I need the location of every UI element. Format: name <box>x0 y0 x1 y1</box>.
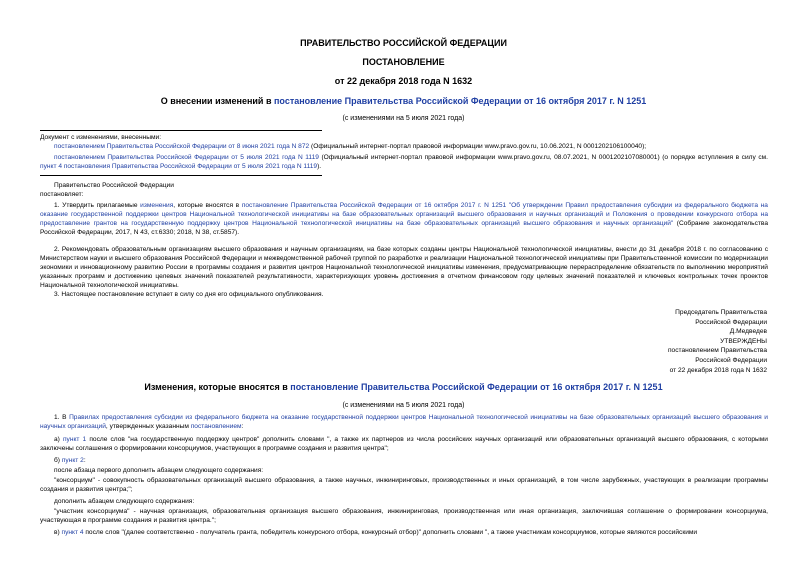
p1-text-c: (Собрание законодательства Российской Федерации, 2017, N 43, ст.6330; 2018, N 38, ст.5857). <box>40 220 768 236</box>
annex-title-prefix: Изменения, которые вносятся в <box>144 382 291 392</box>
annex-item-1-link[interactable]: Правилах предоставления субсидии из федерального бюджета на оказание государственной поддержки центров Национальной технологической инициативы на базе образовательных организаций высшего образования и научных организаций <box>40 414 768 430</box>
changes-item-2-end: ). <box>317 163 322 170</box>
paragraph-3: 3. Настоящее постановление вступает в силу со дня его официального опубликования. <box>54 291 324 298</box>
divider-top <box>40 130 322 131</box>
annex-item-b-4: "участник консорциума" - научная организация, образовательная организация высшего образования, инжиниринговая, производственная или иная организация, заключившая соглашение о формировании консорциума, участвующая в программе создания и развития центра."; <box>40 508 768 524</box>
title-link[interactable]: постановление Правительства Российской Федерации от 16 октября 2017 г. N 1251 <box>274 96 647 106</box>
p1-link-changes[interactable]: изменения <box>140 202 174 209</box>
document-type: ПОСТАНОВЛЕНИЕ <box>362 57 445 67</box>
annex-item-c-text: после слов "(далее соответственно - получатель гранта, победитель конкурсного отбора, конкурсный отбор)" дополнить словами ", а также участникам консорциумов, которые являются российскими <box>83 529 698 536</box>
sig-line-6: Российской Федерации <box>695 356 767 364</box>
gov-line: Правительство Российской Федерации <box>54 182 174 189</box>
document-title <box>0 96 807 106</box>
changes-item-1 <box>40 142 768 151</box>
p1-text-b: , которые вносятся в <box>173 202 242 209</box>
annex-item-c-link[interactable]: пункт 4 <box>61 529 84 536</box>
revision-note: (с изменениями на 5 июля 2021 года) <box>342 115 465 122</box>
sig-line-5: постановлением Правительства <box>667 347 767 355</box>
sig-line-3: Д.Медведев <box>729 328 767 336</box>
changes-item-2-link2[interactable]: пункт 4 постановления Правительства Российской Федерации от 5 июля 2021 года N 1119 <box>40 163 318 170</box>
changes-item-1-text: (Официальный интернет-портал правовой информации www.pravo.gov.ru, 10.06.2021, N 0001202106100040); <box>309 143 647 150</box>
annex-item-a-link[interactable]: пункт 1 <box>62 436 87 443</box>
annex-item-1-end: : <box>241 423 244 430</box>
p1-link-decree[interactable]: постановление Правительства Российской Федерации от 16 октября 2017 г. N 1251 "Об утверждении Правил предоставления субсидии из федерального бюджета на оказание государственной поддержки центров Национальной технологической инициативы на базе образовательных организаций высшего образования и научных организаций и Положения о проведении конкурсного отбора на предоставление грантов на государственную поддержку центров Национальной технологической инициативы на базе образовательных организаций высшего образования и научных организаций" <box>40 202 768 227</box>
changes-item-2-link[interactable]: постановлением Правительства Российской Федерации от 5 июля 2021 года N 1119 <box>54 154 319 161</box>
title-prefix: О внесении изменений в <box>160 96 274 106</box>
decides-line: постановляет: <box>40 191 84 198</box>
annex-title <box>0 382 807 392</box>
sig-line-4: УТВЕРЖДЕНЫ <box>720 337 767 345</box>
document-date: от 22 декабря 2018 года N 1632 <box>334 76 473 86</box>
annex-item-b-1: после абзаца первого дополнить абзацем следующего содержания: <box>54 467 264 474</box>
annex-item-1-mid: , утвержденных указанным <box>105 423 191 430</box>
signature-block <box>467 308 767 375</box>
annex-item-a <box>40 435 768 453</box>
sig-line-1: Председатель Правительства <box>675 309 767 316</box>
annex-item-b-link[interactable]: пункт 2 <box>61 457 84 464</box>
annex-item-1-pre: 1. В <box>54 414 70 421</box>
paragraph-2: 2. Рекомендовать образовательным организациям высшего образования и научным организациям, на базе которых созданы центры Национальной технологической инициативы, внести до 31 декабря 2018 г. по согласованию с Министерством науки и высшего образования Российской Федерации и межведомственной рабочей группой по разработке и реализации Национальной технологической инициативы при Правительственной комиссии по модернизации экономики и инновационному развитию России в программы создания и развития центров Национальной технологической инициативы изменения, предусматривающие перераспределение обязательств по выполнению мероприятий указанных программ и достижению целевых значений показателей результативности, характеризующих уровень достижения в отчетном финансовом году целевых значений показателей и ключевых контрольных точек проектов Национальной технологической инициативы. <box>40 246 768 289</box>
annex-item-b-3: дополнить абзацем следующего содержания: <box>54 498 195 505</box>
annex-revision: (с изменениями на 5 июля 2021 года) <box>342 402 465 409</box>
annex-item-b-2: "консорциум" - совокупность образовательных организаций высшего образования, а также научных, инжиниринговых, производственных и иных организаций, в том числе зарубежных, участвующих в реализации программы создания и развития центра;"; <box>40 477 768 493</box>
divider-bottom <box>40 175 322 176</box>
changes-item-1-link[interactable]: постановлением Правительства Российской Федерации от 8 июня 2021 года N 872 <box>54 143 310 150</box>
government-heading: ПРАВИТЕЛЬСТВО РОССИЙСКОЙ ФЕДЕРАЦИИ <box>300 38 507 48</box>
changes-intro: Документ с изменениями, внесенными: <box>40 134 162 141</box>
sig-line-7: от 22 декабря 2018 года N 1632 <box>669 366 767 374</box>
annex-item-a-pre: а) <box>54 436 63 443</box>
annex-item-b-pre: б) <box>54 457 62 464</box>
p1-text-a: 1. Утвердить прилагаемые <box>54 202 141 209</box>
annex-item-b-end: : <box>83 457 86 464</box>
annex-item-b <box>40 456 768 465</box>
annex-item-a-text: после слов "на государственную поддержку центров" дополнить словами ", а также их партнеров из числа российских научных организаций или образовательных организаций высшего образования, с которыми заключены соглашения о формировании консорциумов, участвующих в программе создания и развития центра"; <box>40 436 768 452</box>
sig-line-2: Российской Федерации <box>695 318 767 326</box>
annex-title-link[interactable]: постановление Правительства Российской Федерации от 16 октября 2017 г. N 1251 <box>290 382 663 392</box>
annex-item-1 <box>40 413 768 431</box>
paragraph-1 <box>40 201 768 237</box>
annex-item-c <box>40 528 768 537</box>
changes-item-2 <box>40 153 768 171</box>
annex-item-1-link2[interactable]: постановлением <box>190 423 242 430</box>
annex-item-c-pre: в) <box>54 529 62 536</box>
changes-item-2-text: (Официальный интернет-портал правовой информации www.pravo.gov.ru, 08.07.2021, N 0001202107080001) (о порядке вступления в силу см. <box>318 154 768 161</box>
